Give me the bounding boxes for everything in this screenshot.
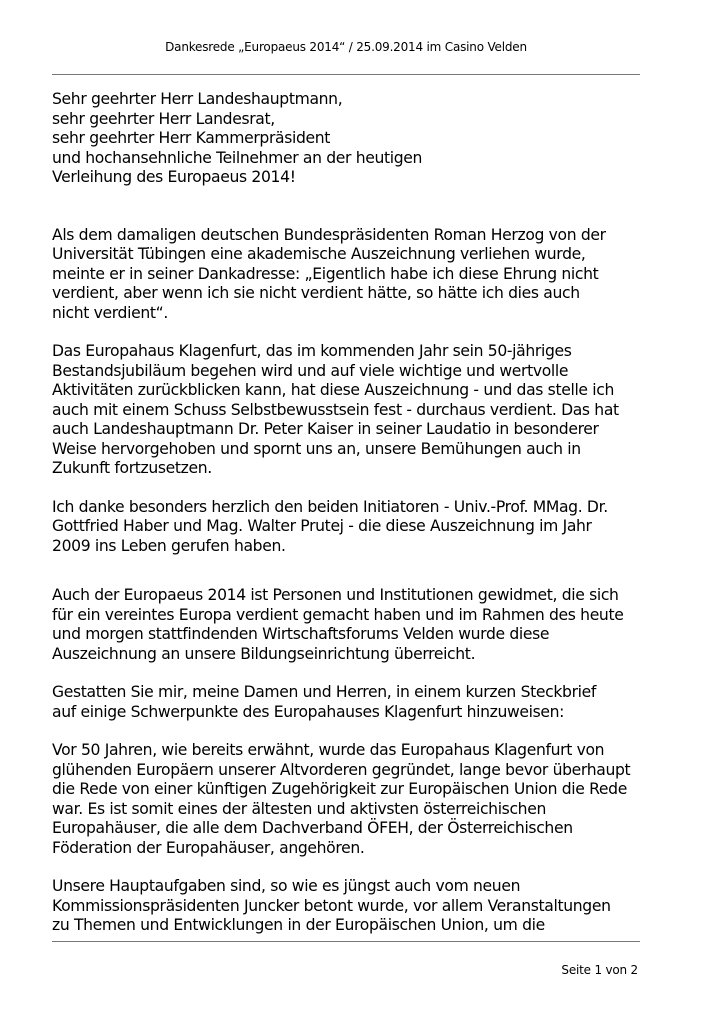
text-line: Ich danke besonders herzlich den beiden Initiatoren - Univ.-Prof. MMag. Dr. bbox=[52, 497, 608, 516]
text-line: und morgen stattfindenden Wirtschaftsforums Velden wurde diese bbox=[52, 625, 550, 643]
text-line: Das Europahaus Klagenfurt, das im kommenden Jahr sein 50-jähriges bbox=[52, 342, 572, 360]
text-line: war. Es ist somit eines der ältesten und aktivsten österreichischen bbox=[52, 799, 546, 818]
document-body bbox=[52, 90, 652, 955]
text-line: Gottfried Haber und Mag. Walter Prutej - die diese Auszeichnung im Jahr bbox=[52, 517, 592, 535]
page-header: Dankesrede „Europaeus 2014“ / 25.09.2014 im Casino Velden bbox=[165, 40, 527, 54]
text-line: Bestandsjubiläum begehen wird und auf viele wichtige und wertvolle bbox=[52, 361, 569, 380]
text-line: glühenden Europäern unserer Altvorderen gegründet, lange bevor überhaupt bbox=[52, 760, 631, 779]
paragraph-europahaus bbox=[52, 342, 652, 479]
salutation-line: sehr geehrter Herr Kammerpräsident bbox=[52, 129, 331, 147]
paragraph-steckbrief bbox=[52, 683, 652, 722]
text-line: Zukunft fortzusetzen. bbox=[52, 459, 212, 477]
salutation bbox=[52, 90, 652, 188]
text-line: die Rede von einer künftigen Zugehörigkeit zur Europäischen Union die Rede bbox=[52, 780, 627, 798]
page-number: Seite 1 von 2 bbox=[561, 963, 638, 977]
salutation-line: und hochansehnliche Teilnehmer an der heutigen bbox=[52, 148, 423, 167]
text-line: verdient, aber wenn ich sie nicht verdient hätte, so hätte ich dies auch bbox=[52, 284, 580, 302]
text-line: Föderation der Europahäuser, angehören. bbox=[52, 838, 365, 857]
text-line: Auszeichnung an unsere Bildungseinrichtung überreicht. bbox=[52, 644, 476, 663]
text-line: meinte er in seiner Dankadresse: „Eigentlich habe ich diese Ehrung nicht bbox=[52, 264, 599, 283]
paragraph-history bbox=[52, 741, 652, 858]
text-line: Unsere Hauptaufgaben sind, so wie es jüngst auch vom neuen bbox=[52, 877, 521, 895]
text-line: Als dem damaligen deutschen Bundespräsidenten Roman Herzog von der bbox=[52, 225, 606, 244]
header-divider bbox=[52, 74, 640, 75]
text-line: Europahäuser, die alle dem Dachverband ÖFEH, der Österreichischen bbox=[52, 819, 573, 837]
paragraph-tasks bbox=[52, 877, 652, 936]
text-line: auch mit einem Schuss Selbstbewusstsein fest - durchaus verdient. Das hat bbox=[52, 400, 619, 419]
text-line: 2009 ins Leben gerufen haben. bbox=[52, 536, 286, 555]
text-line: Auch der Europaeus 2014 ist Personen und Institutionen gewidmet, die sich bbox=[52, 586, 619, 604]
text-line: Kommissionspräsidenten Juncker betont wurde, vor allem Veranstaltungen bbox=[52, 896, 611, 915]
text-line: nicht verdient“. bbox=[52, 303, 168, 322]
paragraph-herzog-quote bbox=[52, 226, 652, 324]
text-line: Weise hervorgehoben und spornt uns an, unsere Bemühungen auch in bbox=[52, 439, 581, 458]
text-line: zu Themen und Entwicklungen in der Europäischen Union, um die bbox=[52, 916, 545, 934]
text-line: auch Landeshauptmann Dr. Peter Kaiser in seiner Laudatio in besonderer bbox=[52, 420, 599, 438]
paragraph-europaeus-2014 bbox=[52, 586, 652, 664]
text-line: auf einige Schwerpunkte des Europahauses Klagenfurt hinzuweisen: bbox=[52, 702, 565, 721]
text-line: für ein vereintes Europa verdient gemacht haben und im Rahmen des heute bbox=[52, 605, 624, 624]
text-line: Universität Tübingen eine akademische Auszeichnung verliehen wurde, bbox=[52, 245, 586, 263]
text-line: Gestatten Sie mir, meine Damen und Herren, in einem kurzen Steckbrief bbox=[52, 683, 597, 701]
salutation-line: Sehr geehrter Herr Landeshauptmann, bbox=[52, 90, 343, 108]
text-line: Vor 50 Jahren, wie bereits erwähnt, wurde das Europahaus Klagenfurt von bbox=[52, 741, 605, 759]
footer-divider bbox=[52, 941, 640, 942]
paragraph-initiators bbox=[52, 498, 652, 557]
text-line: Aktivitäten zurückblicken kann, hat diese Auszeichnung - und das stelle ich bbox=[52, 381, 615, 399]
salutation-line: sehr geehrter Herr Landesrat, bbox=[52, 109, 275, 128]
salutation-line: Verleihung des Europaeus 2014! bbox=[52, 168, 296, 186]
